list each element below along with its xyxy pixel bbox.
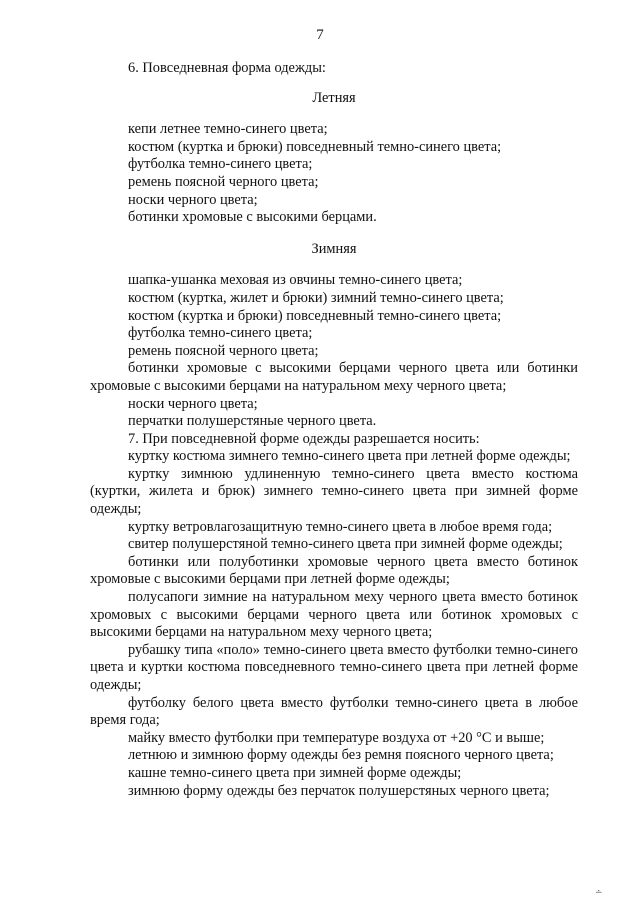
section-6-title: 6. Повседневная форма одежды: xyxy=(128,60,326,76)
list-item: куртку ветровлагозащитную темно-синего цвета в любое время года; xyxy=(128,518,553,535)
list-item: рубашку типа «поло» темно-синего цвета вместо футболки темно-синего цвета и куртки костюма повседневного темно-синего цвета при летней форме одежды; xyxy=(90,641,578,693)
list-item: носки черного цвета; xyxy=(128,395,258,412)
list-item: зимнюю форму одежды без перчаток полушерстяных черного цвета; xyxy=(128,782,550,799)
list-item: куртку костюма зимнего темно-синего цвета при летней форме одежды; xyxy=(128,448,571,465)
list-item: носки черного цвета; xyxy=(128,191,258,208)
list-item: куртку зимнюю удлиненную темно-синего цвета вместо костюма (куртки, жилета и брюк) зимнего темно-синего цвета при зимней форме одежды; xyxy=(90,465,578,518)
page-number: 7 xyxy=(316,27,324,43)
list-item: свитер полушерстяной темно-синего цвета при зимней форме одежды; xyxy=(128,536,563,553)
list-item: полусапоги зимние на натуральном меху черного цвета вместо ботинок хромовых с высокими берцами черного цвета или ботинок хромовых с высокими берцами на натуральном меху черного цвета; xyxy=(90,589,578,641)
list-item: футболку белого цвета вместо футболки темно-синего цвета в любое время года; xyxy=(90,694,578,729)
list-item: костюм (куртка, жилет и брюки) зимний темно-синего цвета; xyxy=(128,289,504,306)
list-item: майку вместо футболки при температуре воздуха от +20 °С и выше; xyxy=(128,729,545,746)
winter-list xyxy=(90,272,578,430)
document-body xyxy=(90,60,578,800)
list-item: перчатки полушерстяные черного цвета. xyxy=(128,413,377,430)
summer-list xyxy=(90,121,578,227)
list-item: летнюю и зимнюю форму одежды без ремня поясного черного цвета; xyxy=(128,747,554,764)
list-item: костюм (куртка и брюки) повседневный темно-синего цвета; xyxy=(128,307,502,324)
list-item: шапка-ушанка меховая из овчины темно-синего цвета; xyxy=(128,272,463,289)
scan-mark: ∸ xyxy=(595,887,603,897)
list-item: ботинки хромовые с высокими берцами. xyxy=(128,209,377,226)
list-item: кепи летнее темно-синего цвета; xyxy=(128,121,328,138)
section-7-title: 7. При повседневной форме одежды разрешается носить: xyxy=(128,430,480,447)
list-item: ботинки или полуботинки хромовые черного цвета вместо ботинок хромовые с высокими берцами при летней форме одежды; xyxy=(90,553,578,588)
winter-heading: Зимняя xyxy=(311,240,357,257)
permitted-items-list xyxy=(90,448,578,800)
list-item: кашне темно-синего цвета при зимней форме одежды; xyxy=(128,764,462,781)
list-item: футболка темно-синего цвета; xyxy=(128,325,313,342)
list-item: ботинки хромовые с высокими берцами черного цвета или ботинки хромовые с высокими берцами на натуральном меху черного цвета; xyxy=(90,360,578,394)
list-item: футболка темно-синего цвета; xyxy=(128,156,313,173)
summer-heading: Летняя xyxy=(312,89,356,106)
list-item: ремень поясной черного цвета; xyxy=(128,173,319,190)
list-item: костюм (куртка и брюки) повседневный темно-синего цвета; xyxy=(128,138,502,155)
list-item: ремень поясной черного цвета; xyxy=(128,342,319,359)
